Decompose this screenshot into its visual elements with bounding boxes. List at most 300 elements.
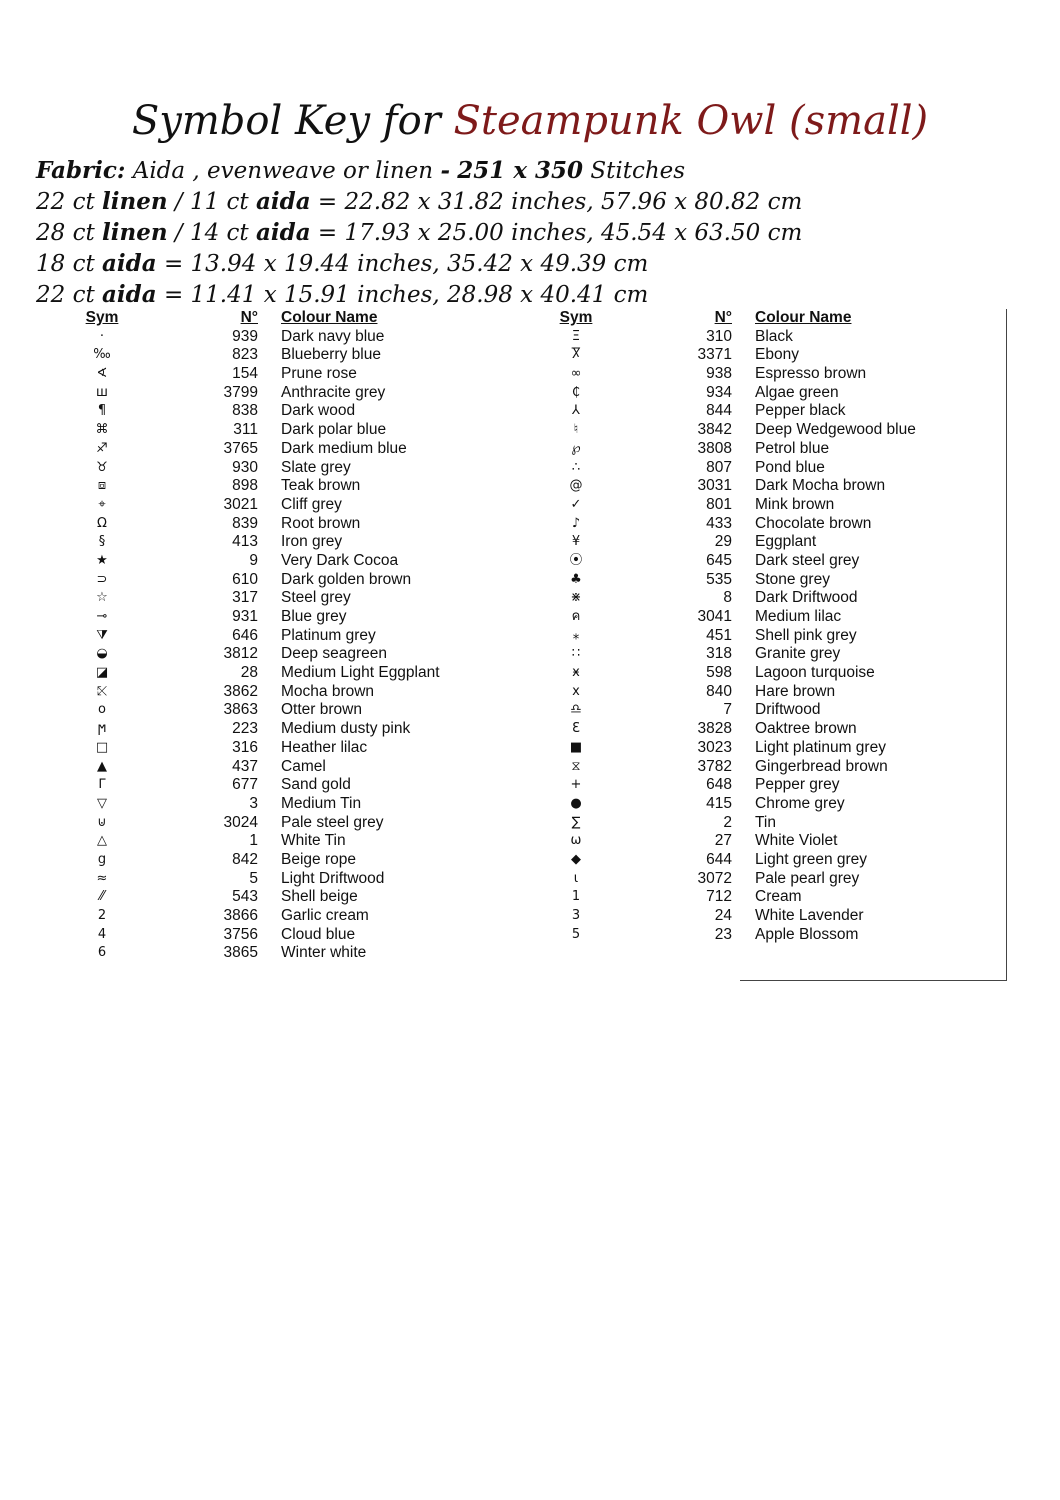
fabric-line	[36, 155, 1036, 186]
size-p2: / 11 ct	[174, 189, 249, 215]
symbol-cell: ⌖	[98, 496, 106, 512]
symbol-cell: 3	[571, 908, 581, 923]
number-cell: 934	[706, 383, 732, 401]
number-cell: 3865	[223, 944, 258, 962]
symbol-table-right	[534, 309, 1004, 944]
table-header	[534, 309, 1004, 328]
colour-name-cell: Winter white	[281, 944, 367, 962]
table-row	[534, 627, 1004, 646]
symbol-cell: ⦿	[569, 552, 583, 568]
colour-name-cell: Steel grey	[281, 589, 351, 607]
symbol-cell: ⊸	[96, 609, 108, 624]
colour-name-cell: Iron grey	[281, 533, 343, 551]
number-cell: 433	[706, 514, 732, 532]
colour-name-cell: Heather lilac	[281, 738, 368, 756]
colour-name-cell: Lagoon turquoise	[755, 664, 875, 682]
table-row	[60, 832, 500, 851]
number-cell: 939	[232, 327, 258, 345]
colour-name-cell: Pepper black	[755, 402, 846, 420]
colour-name-cell: Dark polar blue	[281, 421, 387, 439]
number-cell: 310	[706, 327, 732, 345]
header-sym: Sym	[559, 309, 593, 326]
colour-name-cell: Dark navy blue	[281, 327, 385, 345]
symbol-cell: ⧖	[571, 758, 581, 774]
table-row	[534, 515, 1004, 534]
table-row	[60, 814, 500, 833]
number-cell: 223	[232, 720, 258, 738]
header-name: Colour Name	[755, 309, 852, 326]
symbol-cell: Ɛ	[572, 721, 580, 737]
table-row	[534, 926, 1004, 945]
colour-name-cell: Root brown	[281, 514, 361, 532]
table-row	[534, 851, 1004, 870]
number-cell: 3072	[697, 869, 732, 887]
symbol-cell: ⌘	[95, 422, 109, 438]
number-cell: 844	[706, 402, 732, 420]
number-cell: 712	[706, 888, 732, 906]
symbol-cell: ∷	[571, 646, 581, 662]
symbol-cell: 6	[97, 945, 107, 961]
header-num: N°	[714, 309, 732, 326]
table-row	[534, 365, 1004, 384]
size-p1: 28 ct	[36, 220, 95, 246]
symbol-cell: Ⴟ	[571, 347, 581, 363]
pattern-name: Steampunk Owl (small)	[453, 98, 929, 144]
number-cell: 646	[232, 626, 258, 644]
number-cell: 677	[232, 776, 258, 794]
colour-name-cell: Eggplant	[755, 533, 817, 551]
number-cell: 3021	[223, 495, 258, 513]
size-b1: linen	[102, 219, 168, 246]
number-cell: 898	[232, 477, 258, 495]
symbol-cell: ¥	[571, 534, 581, 550]
symbol-cell: @	[569, 478, 583, 494]
symbol-cell: ·	[99, 328, 105, 344]
number-cell: 318	[706, 645, 732, 663]
number-cell: 311	[233, 421, 258, 439]
colour-name-cell: Shell pink grey	[755, 626, 857, 644]
colour-name-cell: Hare brown	[755, 682, 836, 700]
number-cell: 9	[249, 551, 258, 569]
table-row	[60, 683, 500, 702]
colour-name-cell: Otter brown	[281, 701, 362, 719]
number-cell: 598	[706, 664, 732, 682]
symbol-cell: ♎	[570, 702, 582, 718]
symbol-cell: ⤪	[96, 683, 108, 699]
symbol-cell: ♪	[571, 515, 581, 531]
colour-name-cell: Light green grey	[755, 850, 868, 868]
symbol-cell: ⋇	[570, 590, 582, 606]
colour-name-cell: Anthracite grey	[281, 383, 386, 401]
colour-name-cell: Algae green	[755, 383, 839, 401]
symbol-cell: ⅄	[572, 403, 580, 419]
table-row	[60, 421, 500, 440]
colour-name-cell: Blue grey	[281, 608, 347, 625]
symbol-cell: ш	[96, 384, 108, 400]
number-cell: 3799	[223, 383, 258, 401]
symbol-cell: o	[98, 702, 106, 718]
table-row	[534, 758, 1004, 777]
colour-name-cell: Garlic cream	[281, 907, 369, 924]
size-lines	[36, 186, 1036, 310]
symbol-cell: ✓	[570, 496, 582, 512]
colour-name-cell: Chocolate brown	[755, 514, 872, 532]
fabric-dash: -	[440, 157, 450, 184]
table-row	[60, 571, 500, 590]
number-cell: 3812	[223, 645, 258, 663]
number-cell: 644	[706, 850, 732, 868]
colour-name-cell: Dark golden brown	[281, 570, 412, 588]
size-b1: aida	[102, 281, 157, 308]
table-row	[534, 328, 1004, 347]
table-row	[534, 440, 1004, 459]
number-cell: 3808	[697, 439, 732, 457]
table-row	[60, 944, 500, 963]
table-row	[534, 645, 1004, 664]
colour-name-cell: Pale pearl grey	[755, 869, 860, 887]
number-cell: 7	[723, 701, 732, 719]
table-row	[60, 926, 500, 945]
number-cell: 3031	[697, 477, 732, 495]
size-b2: aida	[255, 188, 311, 215]
symbol-cell: 1	[571, 889, 581, 905]
number-cell: 3782	[697, 757, 732, 775]
header-name: Colour Name	[281, 309, 378, 326]
table-row	[60, 907, 500, 926]
colour-name-cell: Deep seagreen	[281, 645, 387, 663]
symbol-cell: ℘	[571, 440, 581, 456]
symbol-cell: ɩ	[573, 870, 579, 886]
colour-name-cell: Medium Tin	[281, 794, 362, 812]
table-row	[534, 776, 1004, 795]
table-row	[534, 384, 1004, 403]
symbol-cell: 5	[571, 926, 581, 942]
table-row	[534, 701, 1004, 720]
symbol-cell: §	[98, 534, 106, 550]
colour-name-cell: Oaktree brown	[755, 720, 857, 738]
symbol-cell: ■	[569, 739, 583, 755]
table-row	[60, 589, 500, 608]
size-b1: aida	[102, 250, 157, 277]
size-line	[36, 217, 1036, 248]
colour-name-cell: Ebony	[755, 346, 799, 364]
symbol-cell: ω	[570, 833, 582, 849]
table-row	[60, 402, 500, 421]
colour-name-cell: Sand gold	[281, 776, 351, 794]
table-row	[60, 870, 500, 889]
table-row	[60, 440, 500, 459]
table-row	[534, 795, 1004, 814]
table-row	[534, 571, 1004, 590]
symbol-cell: ☆	[96, 590, 108, 606]
size-p3: = 22.82 x 31.82 inches, 57.96 x 80.82 cm	[317, 189, 803, 215]
table-row	[534, 608, 1004, 627]
table-row	[60, 739, 500, 758]
symbol-cell: Ω	[97, 515, 107, 531]
colour-name-cell: Blueberry blue	[281, 346, 381, 364]
colour-name-cell: Gingerbread brown	[755, 757, 888, 775]
number-cell: 28	[240, 664, 258, 682]
number-cell: 451	[706, 626, 732, 644]
symbol-cell: ♮	[573, 422, 579, 438]
size-p1: 18 ct	[36, 251, 95, 277]
fabric-label: Fabric:	[36, 157, 126, 184]
colour-name-cell: White Lavender	[755, 907, 864, 924]
colour-name-cell: Cream	[755, 888, 802, 906]
border-horizontal	[740, 980, 1007, 981]
number-cell: 3862	[223, 682, 258, 700]
colour-name-cell: Beige rope	[281, 850, 356, 868]
symbol-cell: △	[97, 833, 107, 849]
table-row	[534, 907, 1004, 926]
number-cell: 3863	[223, 701, 258, 719]
colour-name-cell: Dark Mocha brown	[755, 477, 886, 495]
number-cell: 3765	[223, 439, 258, 457]
table-row	[534, 589, 1004, 608]
symbol-cell: ∴	[571, 459, 581, 475]
size-p2: / 14 ct	[174, 220, 249, 246]
symbol-cell: ϻ	[97, 721, 107, 737]
colour-name-cell: White Violet	[755, 832, 838, 850]
colour-name-cell: Teak brown	[281, 477, 361, 495]
symbol-cell: ≈	[96, 870, 108, 886]
border-vertical	[1006, 309, 1007, 981]
colour-name-cell: Dark Driftwood	[755, 589, 858, 607]
symbol-cell: ‰	[93, 347, 111, 363]
symbol-cell: ▲	[97, 758, 107, 774]
colour-name-cell: Deep Wedgewood blue	[755, 421, 916, 439]
size-p3: = 17.93 x 25.00 inches, 45.54 x 63.50 cm	[317, 220, 803, 246]
table-row	[534, 683, 1004, 702]
number-cell: 3024	[223, 813, 258, 831]
colour-name-cell: Camel	[281, 757, 326, 775]
stitch-count: 251 x 350	[457, 157, 584, 184]
table-row	[60, 346, 500, 365]
colour-name-cell: Slate grey	[281, 458, 351, 476]
table-row	[534, 870, 1004, 889]
number-cell: 154	[232, 365, 258, 383]
table-row	[60, 720, 500, 739]
symbol-cell: ▽	[97, 795, 107, 811]
fabric-info	[36, 155, 1036, 310]
table-row	[534, 346, 1004, 365]
symbol-cell: ◆	[571, 851, 581, 867]
number-cell: 23	[714, 925, 732, 943]
size-p3: = 11.41 x 15.91 inches, 28.98 x 40.41 cm	[163, 282, 649, 308]
symbol-cell: ♐	[96, 440, 108, 456]
number-cell: 3371	[697, 346, 732, 364]
colour-name-cell: Cloud blue	[281, 925, 356, 943]
stitch-unit: Stitches	[590, 158, 686, 184]
symbol-cell: +	[570, 777, 582, 793]
symbol-cell: ♣	[570, 571, 582, 587]
header-num: N°	[240, 309, 258, 326]
table-row	[60, 496, 500, 515]
size-line	[36, 186, 1036, 217]
number-cell: 1	[249, 832, 258, 850]
symbol-cell: ∢	[96, 366, 108, 382]
size-p1: 22 ct	[36, 282, 95, 308]
table-row	[534, 664, 1004, 683]
size-p3: = 13.94 x 19.44 inches, 35.42 x 49.39 cm	[163, 251, 649, 277]
table-row	[60, 776, 500, 795]
size-line	[36, 248, 1036, 279]
table-row	[534, 552, 1004, 571]
symbol-cell: ⊃	[96, 571, 108, 587]
number-cell: 3023	[697, 738, 732, 756]
colour-name-cell: Petrol blue	[755, 439, 830, 457]
table-row	[60, 701, 500, 720]
colour-name-cell: Espresso brown	[755, 365, 867, 383]
colour-name-cell: White Tin	[281, 832, 346, 850]
colour-name-cell: Mink brown	[755, 495, 835, 513]
symbol-cell: ¶	[97, 403, 107, 419]
number-cell: 823	[232, 346, 258, 364]
number-cell: 807	[706, 458, 732, 476]
colour-name-cell: Light Driftwood	[281, 869, 385, 887]
symbol-cell: Ξ	[571, 328, 581, 344]
number-cell: 543	[232, 888, 258, 906]
table-row	[60, 758, 500, 777]
colour-name-cell: Medium dusty pink	[281, 720, 411, 738]
number-cell: 29	[714, 533, 732, 551]
table-row	[60, 515, 500, 534]
number-cell: 3828	[697, 720, 732, 738]
colour-name-cell: Light platinum grey	[755, 738, 886, 756]
number-cell: 801	[706, 495, 732, 513]
colour-name-cell: Mocha brown	[281, 682, 375, 700]
number-cell: 930	[232, 458, 258, 476]
number-cell: 24	[714, 907, 732, 924]
number-cell: 3041	[697, 608, 732, 625]
colour-name-cell: Dark wood	[281, 402, 356, 420]
symbol-cell: ⁎	[572, 627, 580, 643]
table-row	[60, 645, 500, 664]
number-cell: 610	[232, 570, 258, 588]
symbol-cell: ∞	[570, 366, 582, 382]
symbol-table-left	[60, 309, 500, 963]
table-row	[60, 365, 500, 384]
table-row	[534, 421, 1004, 440]
colour-name-cell: Prune rose	[281, 365, 357, 383]
symbol-cell: ∑	[571, 814, 581, 830]
number-cell: 535	[706, 570, 732, 588]
symbol-cell: ⧈	[97, 478, 107, 494]
table-row	[534, 402, 1004, 421]
symbol-cell: ⊍	[97, 814, 107, 830]
table-row	[534, 533, 1004, 552]
table-row	[60, 552, 500, 571]
table-row	[534, 814, 1004, 833]
symbol-cell: x	[572, 683, 580, 699]
number-cell: 316	[232, 738, 258, 756]
colour-name-cell: Medium lilac	[755, 608, 842, 625]
number-cell: 2	[723, 813, 732, 831]
table-row	[60, 627, 500, 646]
number-cell: 3866	[223, 907, 258, 924]
symbol-cell: ᒥ	[98, 777, 106, 793]
size-b2: aida	[255, 219, 311, 246]
page-title	[0, 96, 1060, 146]
symbol-cell: 4	[97, 926, 107, 942]
colour-name-cell: Dark medium blue	[281, 439, 407, 457]
table-row	[60, 459, 500, 478]
table-row	[60, 608, 500, 627]
fabric-types: Aida , evenweave or linen	[132, 158, 434, 184]
colour-name-cell: Pepper grey	[755, 776, 840, 794]
symbol-cell: ★	[96, 552, 108, 568]
number-cell: 3	[249, 794, 258, 812]
number-cell: 840	[706, 682, 732, 700]
number-cell: 27	[714, 832, 732, 850]
table-row	[60, 328, 500, 347]
table-row	[534, 459, 1004, 478]
symbol-cell: ●	[570, 795, 582, 811]
table-row	[60, 664, 500, 683]
table-row	[534, 832, 1004, 851]
symbol-cell: ⁄⁄	[99, 889, 105, 905]
colour-name-cell: Black	[755, 327, 793, 345]
number-cell: 437	[232, 757, 258, 775]
table-row	[534, 496, 1004, 515]
size-p1: 22 ct	[36, 189, 95, 215]
number-cell: 3842	[697, 421, 732, 439]
symbol-cell: ց	[97, 851, 107, 867]
header-sym: Sym	[85, 309, 119, 326]
number-cell: 838	[232, 402, 258, 420]
number-cell: 317	[232, 589, 258, 607]
symbol-cell: ◒	[96, 646, 108, 662]
colour-name-cell: Cliff grey	[281, 495, 342, 513]
number-cell: 648	[706, 776, 732, 794]
colour-name-cell: Very Dark Cocoa	[281, 551, 399, 569]
size-line	[36, 279, 1036, 310]
table-row	[60, 851, 500, 870]
colour-name-cell: Medium Light Eggplant	[281, 664, 440, 682]
table-row	[60, 477, 500, 496]
title-prefix: Symbol Key for	[131, 98, 441, 144]
table-header	[60, 309, 500, 328]
number-cell: 645	[706, 551, 732, 569]
number-cell: 415	[706, 794, 732, 812]
symbol-cell: ӿ	[572, 665, 580, 681]
colour-name-cell: Driftwood	[755, 701, 821, 719]
symbol-cell: ♉	[96, 459, 108, 475]
symbol-cell: ⧩	[96, 627, 108, 643]
colour-name-cell: Granite grey	[755, 645, 841, 663]
number-cell: 8	[723, 589, 732, 607]
number-cell: 5	[249, 869, 258, 887]
number-cell: 413	[232, 533, 258, 551]
table-row	[534, 477, 1004, 496]
table-row	[534, 739, 1004, 758]
table-row	[534, 720, 1004, 739]
table-row	[60, 533, 500, 552]
table-row	[534, 888, 1004, 907]
number-cell: 938	[706, 365, 732, 383]
symbol-cell: ◪	[95, 665, 109, 681]
colour-name-cell: Platinum grey	[281, 626, 376, 644]
number-cell: 931	[232, 608, 258, 625]
table-row	[60, 795, 500, 814]
table-row	[60, 384, 500, 403]
number-cell: 3756	[223, 925, 258, 943]
symbol-cell: ₵	[571, 384, 581, 400]
colour-name-cell: Pale steel grey	[281, 813, 384, 831]
colour-name-cell: Chrome grey	[755, 794, 845, 812]
colour-name-cell: Dark steel grey	[755, 551, 860, 569]
colour-name-cell: Apple Blossom	[755, 925, 859, 943]
